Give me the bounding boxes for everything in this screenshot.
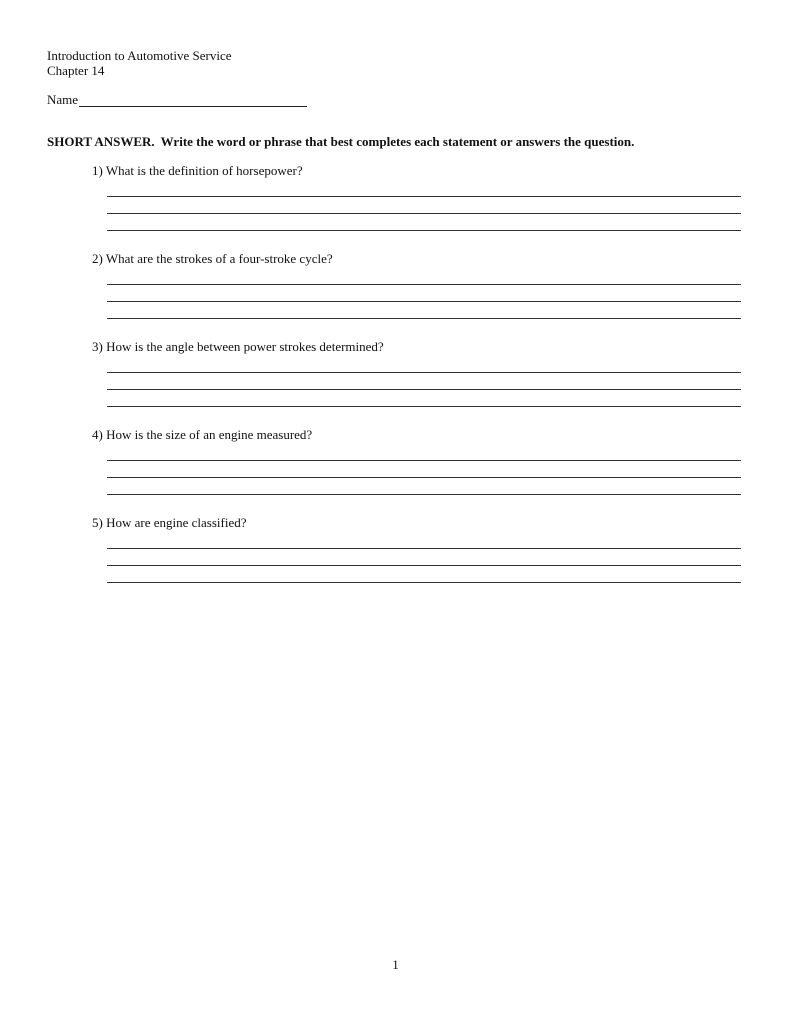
answer-line[interactable] [107,230,741,231]
section-instructions [47,134,634,150]
answer-line[interactable] [107,389,741,390]
question-1: 1) What is the definition of horsepower? [92,163,303,178]
answer-line[interactable] [107,406,741,407]
answer-line[interactable] [107,477,741,478]
answer-line[interactable] [107,196,741,197]
instructions-text: Write the word or phrase that best completes each statement or answers the question. [160,134,635,149]
document-header [47,48,232,78]
answer-line[interactable] [107,213,741,214]
question-2: 2) What are the strokes of a four-stroke cycle? [92,251,333,266]
course-title: Introduction to Automotive Service [47,48,232,63]
question-3: 3) How is the angle between power strokes determined? [92,339,384,354]
question-5: 5) How are engine classified? [92,515,247,530]
section-heading: SHORT ANSWER. [47,134,155,149]
answer-line[interactable] [107,318,741,319]
answer-line[interactable] [107,284,741,285]
answer-line[interactable] [107,548,741,549]
name-label: Name [47,92,79,107]
question-4: 4) How is the size of an engine measured? [92,427,313,442]
answer-line[interactable] [107,565,741,566]
page-number: 1 [392,957,399,972]
chapter-label: Chapter 14 [47,63,105,78]
answer-line[interactable] [107,460,741,461]
name-input-line[interactable] [79,93,307,107]
answer-line[interactable] [107,301,741,302]
answer-line[interactable] [107,372,741,373]
answer-line[interactable] [107,494,741,495]
name-field [47,92,307,107]
answer-line[interactable] [107,582,741,583]
